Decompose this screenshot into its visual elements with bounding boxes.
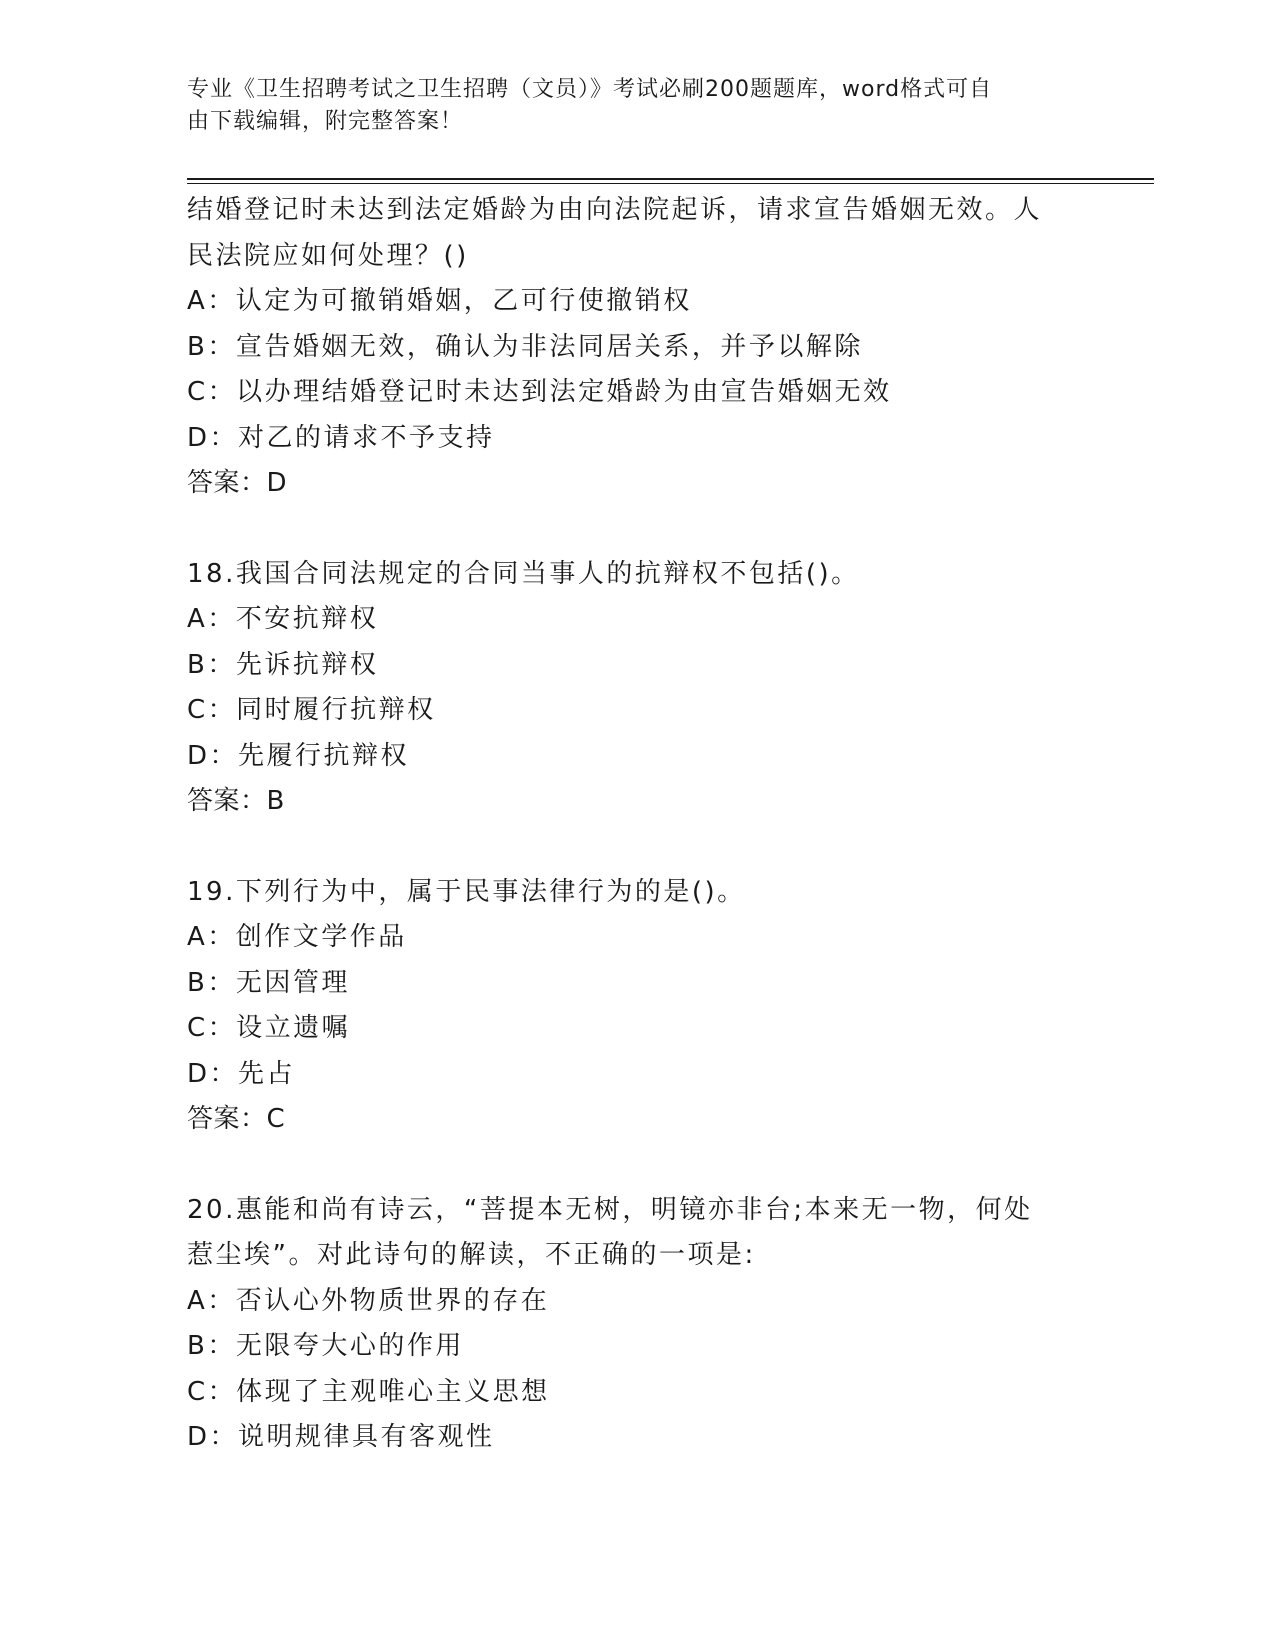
option-d: D：说明规律具有客观性 <box>187 1422 495 1452</box>
question-stem-line: 惹尘埃”。对此诗句的解读，不正确的一项是: <box>187 1240 756 1270</box>
option-a: A：否认心外物质世界的存在 <box>187 1285 550 1316</box>
option-b: B：无限夸大心的作用 <box>187 1331 464 1361</box>
question-spacer <box>187 507 1067 552</box>
option-c: C：以办理结婚登记时未达到法定婚龄为由宣告婚姻无效 <box>187 377 892 407</box>
header-line-2: 由下载编辑，附完整答案！ <box>187 109 464 134</box>
question-stem-line: 20.惠能和尚有诗云，“菩提本无树，明镜亦非台;本来无一物，何处 <box>187 1194 1033 1225</box>
question-stem-line: 民法院应如何处理？() <box>187 240 469 271</box>
option-d: D：对乙的请求不予支持 <box>187 422 495 453</box>
option-b: B：无因管理 <box>187 967 350 998</box>
answer-line: 答案：B <box>187 786 285 816</box>
option-d: D：先占 <box>187 1058 296 1089</box>
header-line-1: 专业《卫生招聘考试之卫生招聘（文员）》考试必刷200题题库，word格式可自 <box>187 77 993 102</box>
question-spacer <box>187 825 1067 870</box>
header-divider-thin <box>187 183 1154 184</box>
option-a: A：认定为可撤销婚姻，乙可行使撤销权 <box>187 286 692 316</box>
question-20 <box>187 1188 1067 1461</box>
option-c: C：设立遗嘱 <box>187 1013 351 1043</box>
answer-line: 答案：C <box>187 1104 286 1134</box>
question-stem-line: 结婚登记时未达到法定婚龄为由向法院起诉，请求宣告婚姻无效。人 <box>187 195 1043 225</box>
question-19 <box>187 870 1067 1143</box>
option-b: B：先诉抗辩权 <box>187 649 379 680</box>
question-stem-line: 19.下列行为中，属于民事法律行为的是()。 <box>187 876 746 907</box>
question-17 <box>187 188 1067 507</box>
option-d: D：先履行抗辩权 <box>187 740 410 771</box>
question-18 <box>187 552 1067 825</box>
option-c: C：体现了主观唯心主义思想 <box>187 1376 550 1407</box>
document-header <box>187 74 1067 138</box>
option-a: A：创作文学作品 <box>187 922 407 952</box>
option-c: C：同时履行抗辩权 <box>187 695 436 725</box>
header-divider-thick <box>187 178 1154 180</box>
question-list <box>187 188 1067 1461</box>
question-spacer <box>187 1143 1067 1188</box>
option-b: B：宣告婚姻无效，确认为非法同居关系，并予以解除 <box>187 331 863 362</box>
question-stem-line: 18.我国合同法规定的合同当事人的抗辩权不包括()。 <box>187 558 860 589</box>
option-a: A：不安抗辩权 <box>187 604 379 634</box>
answer-line: 答案：D <box>187 468 288 498</box>
